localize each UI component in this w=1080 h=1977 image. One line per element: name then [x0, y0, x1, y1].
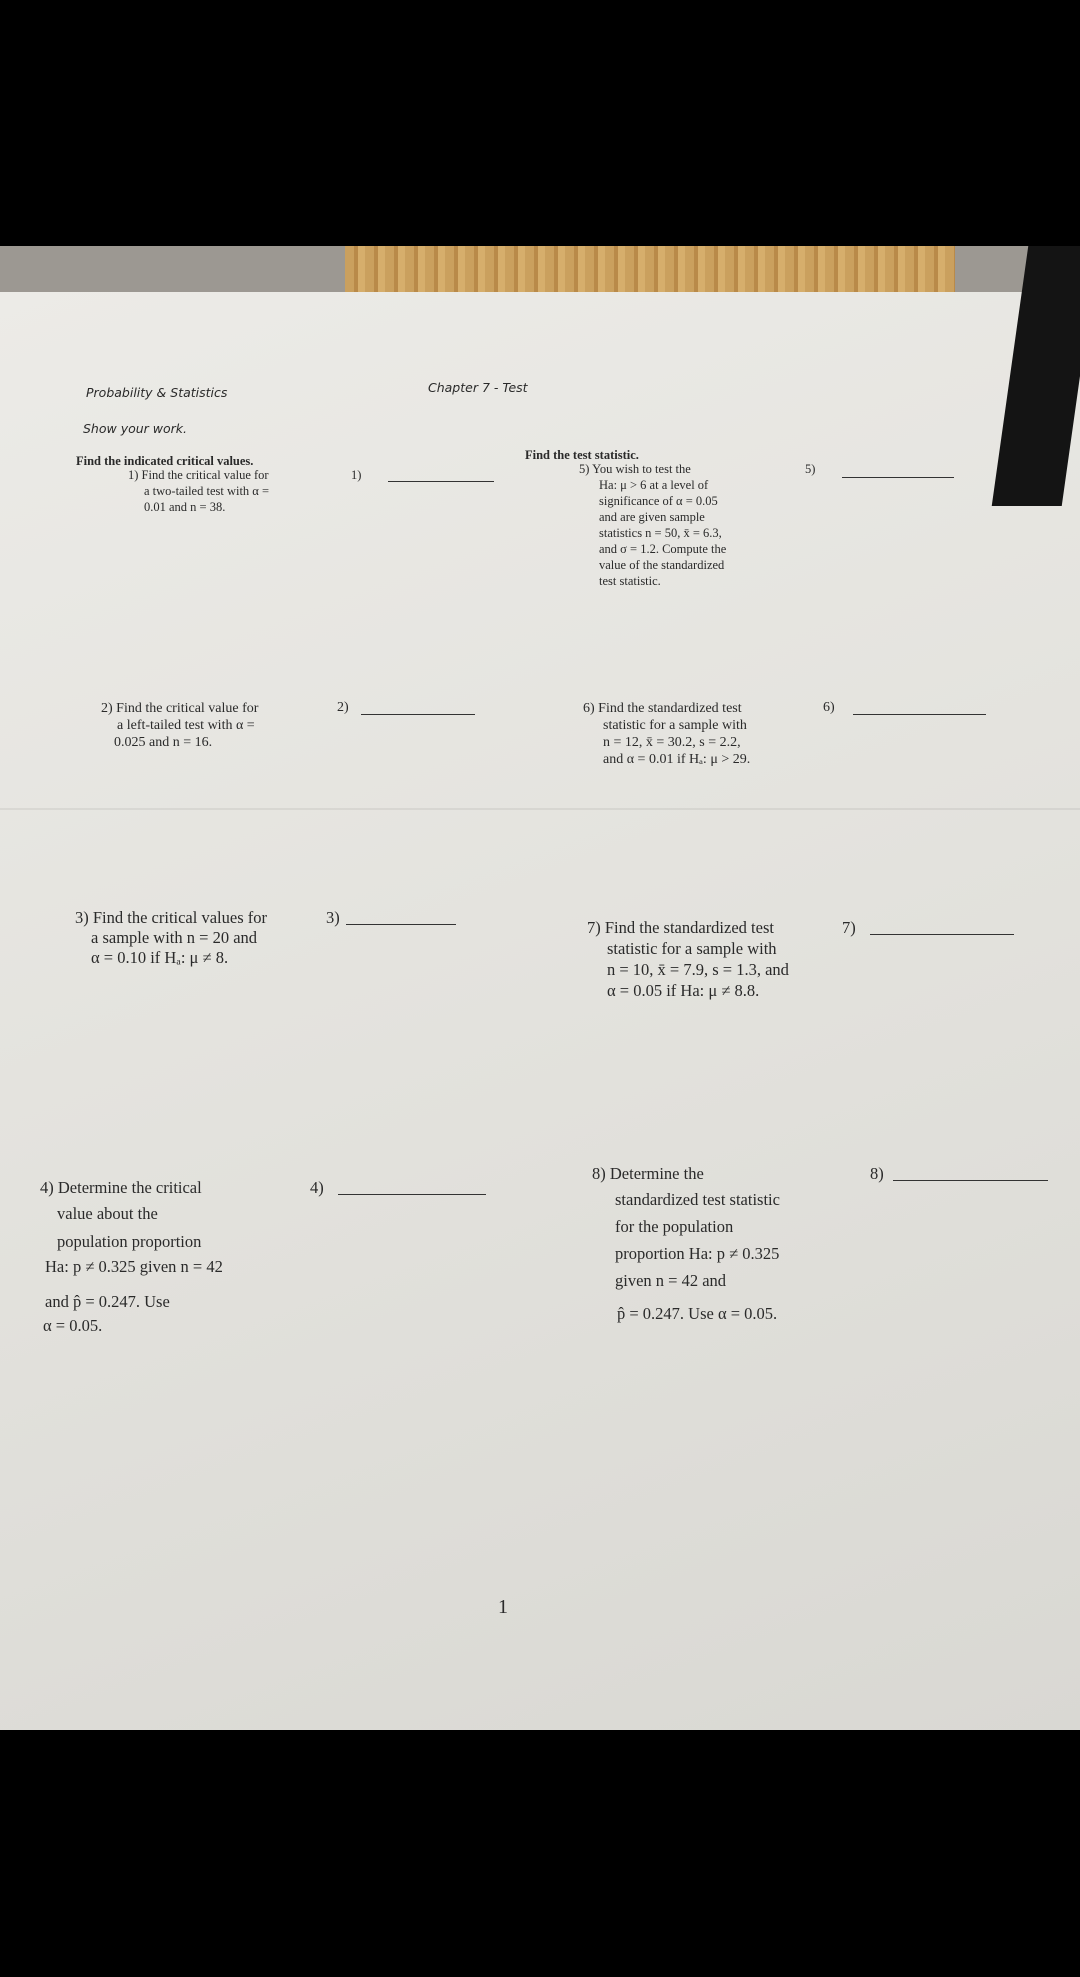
question-text: a two-tailed test with α = [144, 484, 270, 498]
question-text: Ha: μ > 6 at a level of [599, 478, 709, 492]
question-text: 0.01 and n = 38. [144, 500, 226, 514]
question-text: value of the standardized [599, 558, 725, 572]
question-text: α = 0.05 if Ha: μ ≠ 8.8. [607, 981, 760, 1000]
question-text: test statistic. [599, 574, 661, 588]
question-text: and are given sample [599, 510, 705, 524]
question-text: proportion Ha: p ≠ 0.325 [615, 1244, 780, 1263]
question-text: 0.025 and n = 16. [114, 735, 213, 750]
answer-line [893, 1180, 1048, 1181]
instructions: Show your work. [83, 421, 188, 436]
question-text: n = 12, x̄ = 30.2, s = 2.2, [603, 735, 741, 750]
question-text: significance of α = 0.05 [599, 494, 718, 508]
chapter-title: Chapter 7 - Test [428, 380, 528, 395]
page-number: 1 [498, 1596, 508, 1618]
answer-line [388, 481, 494, 482]
question-text: 7) Find the standardized test [587, 918, 774, 937]
question-text: standardized test statistic [615, 1190, 780, 1209]
answer-number: 5) [805, 462, 816, 476]
question-text: α = 0.10 if Hₐ: μ ≠ 8. [91, 948, 229, 967]
question-text: 6) Find the standardized test [583, 701, 742, 716]
question-text: population proportion [57, 1232, 202, 1251]
answer-line [842, 477, 954, 478]
question-text: value about the [57, 1204, 158, 1223]
answer-number: 7) [842, 918, 856, 937]
question-text: α = 0.05. [43, 1316, 103, 1335]
answer-number: 4) [310, 1178, 324, 1197]
question-text: 4) Determine the critical [40, 1178, 202, 1197]
photo-frame [0, 246, 1080, 1730]
question-text: 3) Find the critical values for [75, 908, 267, 927]
question-text: for the population [615, 1217, 734, 1236]
answer-number: 6) [823, 700, 835, 715]
answer-line [361, 714, 475, 715]
question-text: a left-tailed test with α = [117, 718, 255, 733]
answer-number: 8) [870, 1164, 884, 1183]
question-text: 2) Find the critical value for [101, 701, 259, 716]
question-text: a sample with n = 20 and [91, 928, 258, 947]
question-text: p̂ = 0.247. Use α = 0.05. [617, 1304, 778, 1323]
answer-line [853, 714, 986, 715]
answer-number: 1) [351, 468, 362, 482]
paper-fold [0, 808, 1080, 810]
question-text: and α = 0.01 if Hₐ: μ > 29. [603, 752, 751, 767]
answer-line [346, 924, 456, 925]
question-text: n = 10, x̄ = 7.9, s = 1.3, and [607, 960, 789, 979]
answer-line [338, 1194, 486, 1195]
section-critical-values: Find the indicated critical values. [76, 454, 254, 468]
answer-number: 3) [326, 908, 340, 927]
question-text: 1) Find the critical value for [128, 468, 269, 482]
course-title: Probability & Statistics [86, 385, 228, 400]
question-text: statistic for a sample with [607, 939, 777, 958]
question-text: given n = 42 and [615, 1271, 727, 1290]
section-test-statistic: Find the test statistic. [525, 448, 639, 462]
question-text: and p̂ = 0.247. Use [45, 1292, 170, 1311]
answer-line [870, 934, 1014, 935]
test-paper [0, 292, 1080, 1730]
wooden-chair-back [345, 246, 955, 294]
question-text: Ha: p ≠ 0.325 given n = 42 [45, 1257, 223, 1276]
question-text: statistics n = 50, x̄ = 6.3, [599, 526, 722, 540]
answer-number: 2) [337, 700, 349, 715]
question-text: 8) Determine the [592, 1164, 704, 1183]
question-text: statistic for a sample with [603, 718, 747, 733]
question-text: 5) You wish to test the [579, 462, 691, 476]
question-text: and σ = 1.2. Compute the [599, 542, 727, 556]
